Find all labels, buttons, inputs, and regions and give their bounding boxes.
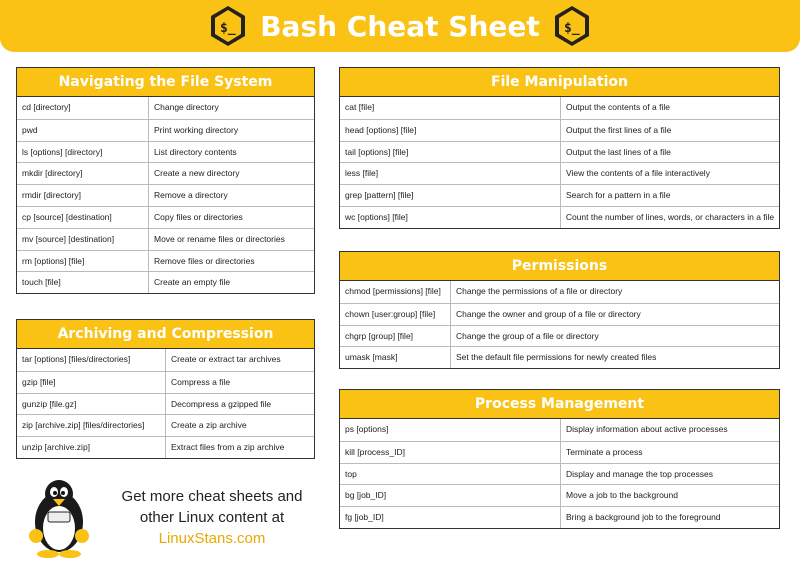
command-cell: gunzip [file.gz] [17, 394, 166, 415]
description-cell: Remove a directory [154, 190, 228, 201]
table-row [340, 346, 779, 368]
command-cell: top [340, 464, 561, 485]
bash-terminal-icon [554, 5, 590, 47]
table-row [340, 303, 779, 325]
command-cell: fg [job_ID] [340, 507, 561, 528]
command-cell: chown [user:group] [file] [340, 304, 451, 325]
table-row [340, 119, 779, 141]
table-row [340, 206, 779, 228]
description-cell: List directory contents [154, 146, 237, 157]
bash-terminal-icon [210, 5, 246, 47]
description-cell: Change the owner and group of a file or directory [456, 308, 641, 319]
table-row [340, 325, 779, 347]
description-cell: Create a new directory [154, 168, 240, 179]
description-cell: Compress a file [171, 376, 231, 387]
table-row [17, 141, 314, 163]
table-row [17, 206, 314, 228]
table-row [17, 162, 314, 184]
command-cell: bg [job_ID] [340, 485, 561, 506]
command-cell: mv [source] [destination] [17, 229, 149, 250]
command-cell: tar [options] [files/directories] [17, 349, 166, 371]
description-cell: Move or rename files or directories [154, 233, 285, 244]
promo-section [24, 478, 324, 558]
table-body [17, 349, 314, 458]
table-body [340, 419, 779, 528]
command-cell: rm [options] [file] [17, 251, 149, 272]
command-cell: wc [options] [file] [340, 207, 561, 228]
description-cell: Output the first lines of a file [566, 124, 672, 135]
table-body [340, 281, 779, 368]
command-cell: chgrp [group] [file] [340, 326, 451, 347]
description-cell: Count the number of lines, words, or characters in a file [565, 211, 775, 222]
promo-text [100, 486, 324, 549]
description-cell: Move a job to the background [566, 490, 678, 501]
description-cell: Create a zip archive [171, 420, 247, 431]
description-cell: Output the last lines of a file [566, 146, 671, 157]
navigating-table [16, 67, 315, 294]
command-cell: ls [options] [directory] [17, 142, 149, 163]
description-cell: Decompress a gzipped file [171, 398, 272, 409]
table-row [17, 97, 314, 119]
command-cell: cp [source] [destination] [17, 207, 149, 228]
command-cell: kill [process_ID] [340, 442, 561, 463]
table-title: Permissions [340, 252, 779, 281]
table-title: Process Management [340, 390, 779, 419]
table-row [340, 97, 779, 119]
description-cell: View the contents of a file interactively [566, 168, 710, 179]
command-cell: rmdir [directory] [17, 185, 149, 206]
table-row [340, 184, 779, 206]
file-manipulation-table [339, 67, 780, 229]
command-cell: less [file] [340, 163, 561, 184]
table-row [340, 441, 779, 463]
table-title: Navigating the File System [17, 68, 314, 97]
table-row [340, 141, 779, 163]
table-row [17, 271, 314, 293]
table-row [340, 162, 779, 184]
description-cell: Change directory [154, 102, 219, 112]
command-cell: pwd [17, 120, 149, 141]
svg-text:$_: $_ [220, 21, 236, 36]
command-cell: grep [pattern] [file] [340, 185, 561, 206]
table-row [17, 393, 314, 415]
description-cell: Set the default file permissions for newly created files [456, 352, 657, 363]
table-body [340, 97, 779, 228]
table-row [17, 184, 314, 206]
command-cell: mkdir [directory] [17, 163, 149, 184]
description-cell: Create an empty file [154, 277, 231, 288]
description-cell: Search for a pattern in a file [566, 190, 671, 201]
description-cell: Print working directory [154, 124, 239, 135]
table-row [17, 371, 314, 393]
table-row [340, 463, 779, 485]
command-cell: chmod [permissions] [file] [340, 281, 451, 303]
description-cell: Copy files or directories [154, 211, 243, 222]
table-row [340, 281, 779, 303]
page-title: Bash Cheat Sheet [260, 9, 540, 43]
description-cell: Display and manage the top processes [566, 468, 713, 479]
table-row [17, 414, 314, 436]
description-cell: Output the contents of a file [566, 102, 670, 112]
table-body [17, 97, 314, 293]
table-row [17, 250, 314, 272]
promo-line: Get more cheat sheets and [121, 488, 303, 505]
command-cell: tail [options] [file] [340, 142, 561, 163]
command-cell: gzip [file] [17, 372, 166, 393]
description-cell: Bring a background job to the foreground [566, 512, 721, 523]
table-row [340, 484, 779, 506]
table-title: File Manipulation [340, 68, 779, 97]
table-row [340, 419, 779, 441]
promo-link[interactable]: LinuxStans.com [158, 530, 266, 547]
command-cell: touch [file] [17, 272, 149, 293]
table-row [17, 349, 314, 371]
table-title: Archiving and Compression [17, 320, 314, 349]
table-row [340, 506, 779, 528]
description-cell: Display information about active processes [566, 424, 728, 434]
tux-penguin-icon [24, 478, 94, 558]
command-cell: umask [mask] [340, 347, 451, 368]
command-cell: ps [options] [340, 419, 561, 441]
svg-text:$_: $_ [563, 21, 580, 36]
table-row [17, 119, 314, 141]
command-cell: unzip [archive.zip] [17, 437, 166, 458]
description-cell: Remove files or directories [154, 255, 255, 266]
command-cell: cat [file] [340, 97, 561, 119]
header-banner [0, 0, 800, 52]
description-cell: Change the permissions of a file or directory [456, 286, 623, 296]
table-row [17, 228, 314, 250]
description-cell: Extract files from a zip archive [171, 442, 285, 453]
description-cell: Change the group of a file or directory [456, 330, 599, 341]
promo-line: other Linux content at [139, 509, 285, 526]
process-management-table [339, 389, 780, 529]
command-cell: zip [archive.zip] [files/directories] [17, 415, 166, 436]
description-cell: Terminate a process [566, 446, 643, 457]
command-cell: cd [directory] [17, 97, 149, 119]
table-row [17, 436, 314, 458]
description-cell: Create or extract tar archives [171, 354, 281, 364]
archiving-table [16, 319, 315, 459]
permissions-table [339, 251, 780, 369]
command-cell: head [options] [file] [340, 120, 561, 141]
